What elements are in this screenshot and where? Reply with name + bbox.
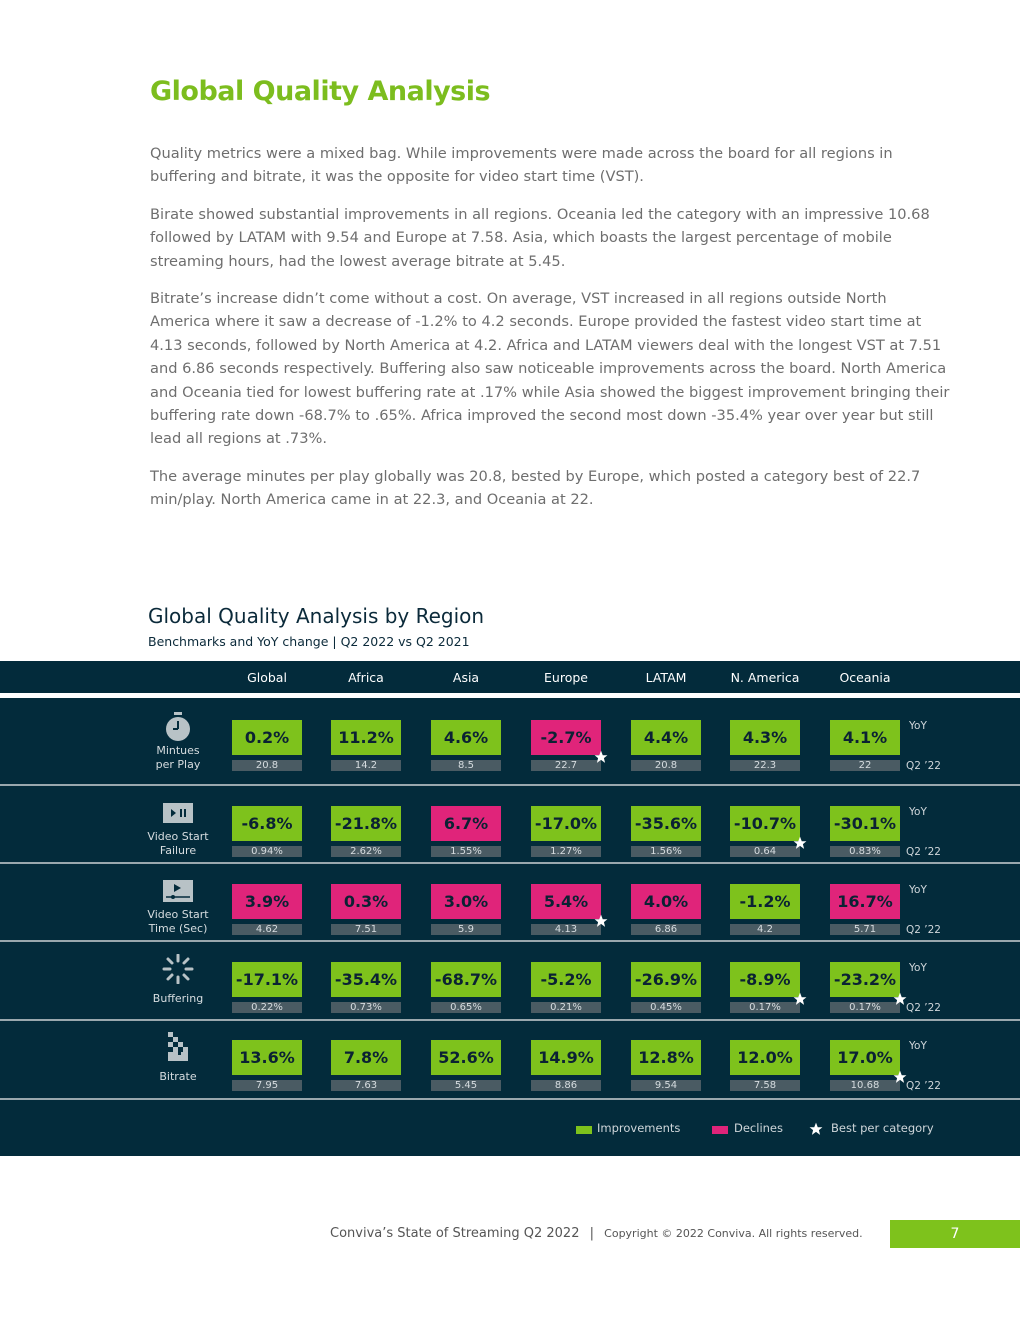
metric-cell: [331, 884, 401, 935]
best-star-icon: [893, 1070, 907, 1084]
metric-cell: [531, 720, 601, 771]
footer: [330, 1226, 863, 1241]
metric-cell: [232, 962, 302, 1013]
metric-cell: [331, 806, 401, 857]
benchmark-value: 4.62: [232, 924, 302, 935]
benchmark-value: 20.8: [232, 760, 302, 771]
decline-badge: 6.7%: [431, 806, 501, 841]
benchmark-value: 5.71: [830, 924, 900, 935]
metric-label-line2: per Play: [155, 758, 201, 771]
improvement-badge: 12.0%: [730, 1040, 800, 1075]
bitrate-pixels-icon: [160, 1032, 196, 1062]
benchmark-value: 5.9: [431, 924, 501, 935]
improvement-badge: -21.8%: [331, 806, 401, 841]
metric-cell: [730, 962, 800, 1013]
yoy-label: YoY: [909, 1040, 927, 1052]
improvement-badge: -17.1%: [232, 962, 302, 997]
improvements-swatch: [576, 1126, 592, 1134]
metric-cell: [631, 884, 701, 935]
benchmark-value: 5.45: [431, 1080, 501, 1091]
decline-badge: 16.7%: [830, 884, 900, 919]
metric-cell: [431, 1040, 501, 1091]
improvement-badge: 14.9%: [531, 1040, 601, 1075]
benchmark-value: 22: [830, 760, 900, 771]
metric-cell: [730, 1040, 800, 1091]
metric-cell: [431, 884, 501, 935]
paragraph: Bitrate’s increase didn’t come without a cost. On average, VST increased in all regions outside North America where it saw a decrease of -1.2% to 4.2 seconds. Europe provided the fastest video start time at 4.13 seconds, followed by North America at 4.2. Africa and LATAM viewers deal with the longest VST at 7.51 and 6.86 seconds respectively. Buffering also saw noticeable improvements across the board. North America and Oceania tied for lowest buffering rate at .17% while Asia showed the biggest improvement bringing their buffering rate down -68.7% to .65%. Africa improved the second most down -35.4% year over year but still lead all regions at .73%.: [150, 290, 950, 448]
metric-cell: [531, 884, 601, 935]
benchmark-value: 4.2: [730, 924, 800, 935]
yoy-label: YoY: [909, 962, 927, 974]
video-player-icon: [160, 876, 196, 906]
region-header: N. America: [730, 670, 800, 685]
improvement-badge: -1.2%: [730, 884, 800, 919]
benchmark-value: 0.17%: [830, 1002, 900, 1013]
decline-badge: 4.0%: [631, 884, 701, 919]
benchmark-value: 9.54: [631, 1080, 701, 1091]
section-title: Global Quality Analysis by Region: [148, 604, 485, 628]
benchmark-value: 10.68: [830, 1080, 900, 1091]
benchmark-value: 7.63: [331, 1080, 401, 1091]
paragraph: Quality metrics were a mixed bag. While improvements were made across the board for all regions in buffering and bitrate, it was the opposite for video start time (VST).: [150, 145, 893, 186]
region-header: Asia: [452, 670, 480, 685]
page-number: 7: [890, 1220, 1020, 1248]
period-label: Q2 ’22: [906, 760, 941, 772]
metric-label-line2: Time (Sec): [148, 922, 208, 935]
metric-label: Bitrate: [159, 1070, 197, 1083]
metric-cell: [830, 720, 900, 771]
yoy-label: YoY: [909, 884, 927, 896]
benchmark-value: 0.83%: [830, 846, 900, 857]
improvement-badge: 4.1%: [830, 720, 900, 755]
benchmark-value: 1.55%: [431, 846, 501, 857]
paragraph: The average minutes per play globally was 20.8, bested by Europe, which posted a category best of 22.7 min/play. North America came in at 22.3, and Oceania at 22.: [150, 467, 921, 509]
metric-label: Mintues: [156, 744, 200, 757]
benchmark-value: 1.27%: [531, 846, 601, 857]
period-label: Q2 ’22: [906, 924, 941, 936]
improvement-badge: 12.8%: [631, 1040, 701, 1075]
benchmark-value: 0.45%: [631, 1002, 701, 1013]
benchmark-value: 1.56%: [631, 846, 701, 857]
stopwatch-icon: [160, 712, 196, 742]
metric-row: [0, 863, 1020, 941]
improvement-badge: -35.4%: [331, 962, 401, 997]
decline-badge: 3.9%: [232, 884, 302, 919]
best-star-icon: [594, 914, 608, 928]
region-header: Africa: [348, 670, 384, 685]
best-star-icon: [893, 992, 907, 1006]
legend-declines: Declines: [734, 1121, 783, 1135]
best-star-icon: [793, 836, 807, 850]
improvement-badge: 52.6%: [431, 1040, 501, 1075]
improvement-badge: -10.7%: [730, 806, 800, 841]
metric-cell: [232, 1040, 302, 1091]
benchmark-value: 0.65%: [431, 1002, 501, 1013]
benchmark-value: 0.21%: [531, 1002, 601, 1013]
improvement-badge: 4.4%: [631, 720, 701, 755]
improvement-badge: 0.2%: [232, 720, 302, 755]
metric-row: [0, 941, 1020, 1019]
buffering-spinner-icon: [160, 954, 196, 984]
improvement-badge: -26.9%: [631, 962, 701, 997]
metric-cell: [531, 1040, 601, 1091]
benchmark-value: 7.95: [232, 1080, 302, 1091]
benchmark-value: 8.5: [431, 760, 501, 771]
improvement-badge: 4.6%: [431, 720, 501, 755]
improvement-badge: -23.2%: [830, 962, 900, 997]
metric-cell: [431, 806, 501, 857]
legend-improvements: Improvements: [597, 1121, 681, 1135]
metric-cell: [631, 720, 701, 771]
metric-cell: [830, 1040, 900, 1091]
metric-label: Buffering: [152, 992, 204, 1005]
metric-cell: [431, 720, 501, 771]
benchmark-value: 4.13: [531, 924, 601, 935]
metric-cell: [331, 720, 401, 771]
benchmark-value: 2.62%: [331, 846, 401, 857]
region-header: Global: [247, 670, 287, 685]
metric-cell: [232, 720, 302, 771]
decline-badge: 5.4%: [531, 884, 601, 919]
metric-row: [0, 699, 1020, 777]
metric-cell: [730, 720, 800, 771]
paragraph: Birate showed substantial improvements in all regions. Oceania led the category with an impressive 10.68 followed by LATAM with 9.54 and Europe at 7.58. Asia, which boasts the largest percentage of mobile streaming hours, had the lowest average bitrate at 5.45.: [150, 205, 930, 270]
benchmark-value: 22.7: [531, 760, 601, 771]
copyright: Copyright © 2022 Conviva. All rights reserved.: [604, 1227, 863, 1240]
benchmark-value: 7.58: [730, 1080, 800, 1091]
metric-cell: [631, 806, 701, 857]
improvement-badge: -35.6%: [631, 806, 701, 841]
improvement-badge: -8.9%: [730, 962, 800, 997]
metric-cell: [830, 884, 900, 935]
yoy-label: YoY: [909, 806, 927, 818]
decline-badge: -2.7%: [531, 720, 601, 755]
metric-cell: [631, 962, 701, 1013]
benchmark-value: 0.94%: [232, 846, 302, 857]
metric-cell: [531, 962, 601, 1013]
benchmark-value: 0.73%: [331, 1002, 401, 1013]
benchmark-value: 7.51: [331, 924, 401, 935]
metric-label: Video Start: [147, 908, 209, 921]
body-text: [150, 142, 950, 526]
row-divider: [0, 1098, 1020, 1100]
metric-cell: [431, 962, 501, 1013]
metric-cell: [631, 1040, 701, 1091]
improvement-badge: -6.8%: [232, 806, 302, 841]
improvement-badge: 7.8%: [331, 1040, 401, 1075]
benchmark-value: 0.17%: [730, 1002, 800, 1013]
region-header: Oceania: [839, 670, 891, 685]
metric-cell: [531, 806, 601, 857]
benchmark-value: 22.3: [730, 760, 800, 771]
period-label: Q2 ’22: [906, 1080, 941, 1092]
improvement-badge: 13.6%: [232, 1040, 302, 1075]
yoy-label: YoY: [909, 720, 927, 732]
decline-badge: 3.0%: [431, 884, 501, 919]
metric-label-line2: Failure: [159, 844, 197, 857]
region-header: LATAM: [645, 670, 687, 685]
footer-separator: |: [589, 1226, 595, 1241]
star-icon: [809, 1122, 823, 1136]
quality-table-panel: [0, 661, 1020, 1156]
improvement-badge: 11.2%: [331, 720, 401, 755]
improvement-badge: -68.7%: [431, 962, 501, 997]
declines-swatch: [712, 1126, 728, 1134]
improvement-badge: -5.2%: [531, 962, 601, 997]
best-star-icon: [594, 750, 608, 764]
improvement-badge: 17.0%: [830, 1040, 900, 1075]
metric-cell: [730, 806, 800, 857]
best-star-icon: [793, 992, 807, 1006]
region-header-row: [0, 661, 1020, 693]
media-controls-icon: [160, 798, 196, 828]
legend-best: Best per category: [831, 1121, 934, 1135]
benchmark-value: 0.64: [730, 846, 800, 857]
improvement-badge: 4.3%: [730, 720, 800, 755]
region-header: Europe: [544, 670, 588, 685]
section-subtitle: Benchmarks and YoY change | Q2 2022 vs Q2 2021: [148, 634, 470, 649]
report-title: Conviva’s State of Streaming Q2 2022: [330, 1226, 580, 1241]
period-label: Q2 ’22: [906, 846, 941, 858]
metric-cell: [730, 884, 800, 935]
metric-row: [0, 1019, 1020, 1097]
period-label: Q2 ’22: [906, 1002, 941, 1014]
improvement-badge: -17.0%: [531, 806, 601, 841]
benchmark-value: 14.2: [331, 760, 401, 771]
page-title: Global Quality Analysis: [150, 76, 491, 107]
metric-cell: [232, 884, 302, 935]
metric-cell: [232, 806, 302, 857]
benchmark-value: 8.86: [531, 1080, 601, 1091]
benchmark-value: 0.22%: [232, 1002, 302, 1013]
metric-label: Video Start: [147, 830, 209, 843]
improvement-badge: -30.1%: [830, 806, 900, 841]
metric-cell: [830, 806, 900, 857]
metric-cell: [331, 962, 401, 1013]
decline-badge: 0.3%: [331, 884, 401, 919]
benchmark-value: 6.86: [631, 924, 701, 935]
metric-row: [0, 785, 1020, 863]
header-divider: [0, 693, 1020, 698]
benchmark-value: 20.8: [631, 760, 701, 771]
metric-cell: [331, 1040, 401, 1091]
metric-cell: [830, 962, 900, 1013]
